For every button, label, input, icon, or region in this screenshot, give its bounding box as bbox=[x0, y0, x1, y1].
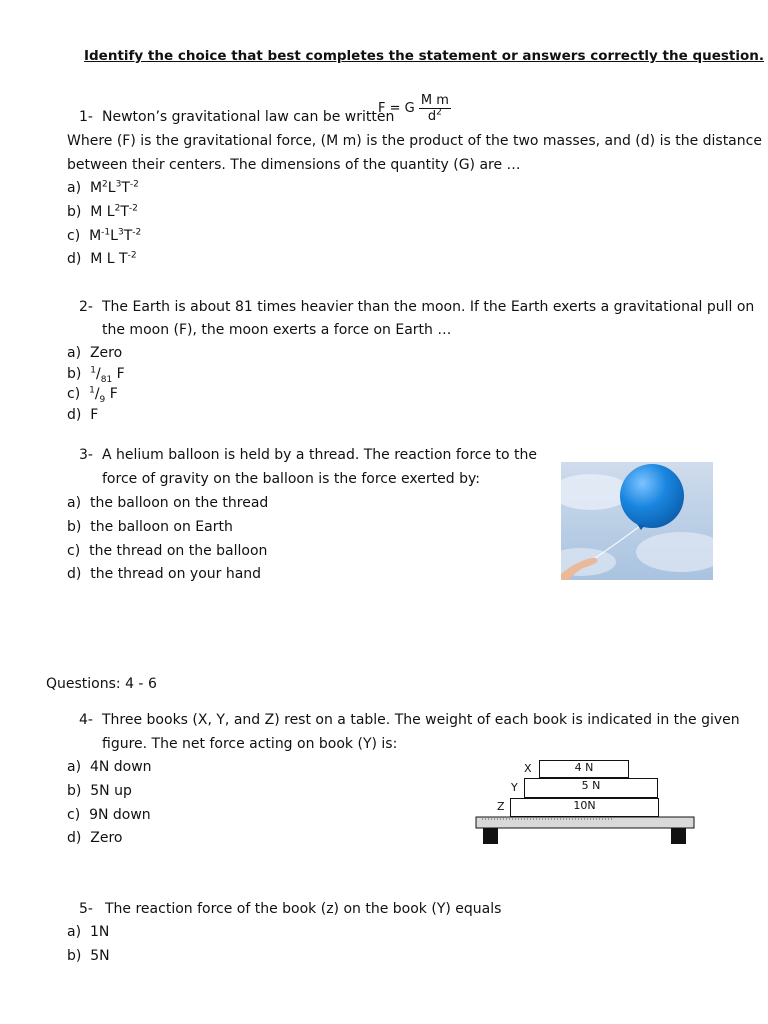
q2-option-c[interactable]: c) $^1/_9$ F bbox=[67, 385, 118, 405]
table-leg-right bbox=[671, 828, 686, 844]
q3-number: 3- bbox=[79, 447, 93, 463]
q1-number: 1- bbox=[79, 109, 93, 125]
q1-option-c[interactable]: c) $M^{-1}L^3T^{-2}$ bbox=[67, 227, 142, 244]
q2-option-b[interactable]: b) $^1/_{81}$ F bbox=[67, 365, 125, 385]
q2-option-a[interactable]: a) Zero bbox=[67, 345, 123, 361]
q2-option-d[interactable]: d) F bbox=[67, 407, 99, 423]
book-y-label: Y bbox=[511, 781, 518, 794]
formula-denominator: $d^2$ bbox=[427, 107, 442, 124]
question-group-label: Questions: 4 - 6 bbox=[46, 676, 157, 692]
q1-option-d[interactable]: d) M L $T^{-2}$ bbox=[67, 250, 137, 267]
book-x-label: X bbox=[524, 762, 532, 775]
table-leg-left bbox=[483, 828, 498, 844]
balloon-illustration bbox=[561, 462, 713, 580]
book-z: 10N bbox=[510, 798, 659, 817]
q1-option-a[interactable]: a) $M^2L^3T^{-2}$ bbox=[67, 179, 139, 196]
q3-option-a[interactable]: a) the balloon on the thread bbox=[67, 495, 269, 511]
q1-line3: between their centers. The dimensions of the quantity (G) are … bbox=[67, 157, 521, 173]
q4-option-a[interactable]: a) 4N down bbox=[67, 759, 152, 775]
q1-line2: Where (F) is the gravitational force, (M m) is the product of the two masses, and (d) is the distance bbox=[67, 133, 762, 149]
q3-option-c[interactable]: c) the thread on the balloon bbox=[67, 543, 268, 559]
q3-option-b[interactable]: b) the balloon on Earth bbox=[67, 519, 233, 535]
q1-formula bbox=[378, 94, 451, 123]
formula-lhs: F = G bbox=[378, 101, 415, 116]
q2-line1: The Earth is about 81 times heavier than the moon. If the Earth exerts a gravitational pull on bbox=[102, 299, 755, 315]
q5-option-a[interactable]: a) 1N bbox=[67, 924, 110, 940]
q4-option-d[interactable]: d) Zero bbox=[67, 830, 123, 846]
book-z-label: Z bbox=[497, 800, 505, 813]
q4-line1: Three books (X, Y, and Z) rest on a table. The weight of each book is indicated in the given bbox=[102, 712, 740, 728]
q3-line1: A helium balloon is held by a thread. The reaction force to the bbox=[102, 447, 538, 463]
q4-line2: figure. The net force acting on book (Y) is: bbox=[102, 736, 398, 752]
q4-option-b[interactable]: b) 5N up bbox=[67, 783, 132, 799]
q1-option-b[interactable]: b) M $L^2T^{-2}$ bbox=[67, 203, 138, 220]
formula-fraction bbox=[419, 94, 451, 123]
table bbox=[474, 757, 698, 847]
q2-number: 2- bbox=[79, 299, 93, 315]
q5-option-b[interactable]: b) 5N bbox=[67, 948, 110, 964]
q5-line1: The reaction force of the book (z) on the book (Y) equals bbox=[105, 901, 502, 917]
q5-number: 5- bbox=[79, 901, 93, 917]
balloon-photo bbox=[561, 462, 713, 580]
q4-option-c[interactable]: c) 9N down bbox=[67, 807, 151, 823]
q4-number: 4- bbox=[79, 712, 93, 728]
q3-line2: force of gravity on the balloon is the force exerted by: bbox=[102, 471, 480, 487]
book-y: 5 N bbox=[524, 778, 658, 798]
balloon bbox=[620, 464, 684, 528]
books-figure bbox=[474, 757, 698, 847]
q3-option-d[interactable]: d) the thread on your hand bbox=[67, 566, 262, 582]
book-x: 4 N bbox=[539, 760, 629, 778]
q2-line2: the moon (F), the moon exerts a force on Earth … bbox=[102, 322, 452, 338]
q1-stem: Newton’s gravitational law can be written bbox=[102, 109, 395, 125]
instructions-heading: Identify the choice that best completes the statement or answers correctly the question. bbox=[84, 48, 765, 64]
formula-numerator: M m bbox=[420, 93, 449, 108]
